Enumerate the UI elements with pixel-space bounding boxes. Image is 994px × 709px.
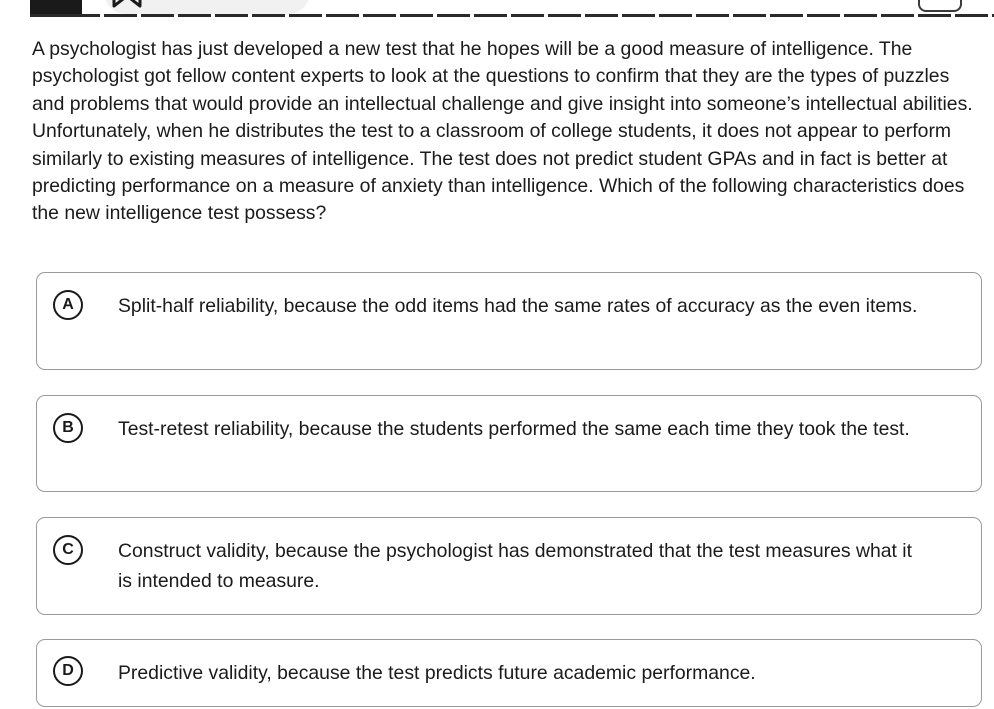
answer-option-c[interactable] [36,517,982,615]
header-divider-solid [30,14,86,17]
answer-option-d[interactable] [36,639,982,707]
option-letter-d: D [53,656,83,686]
option-letter-a: A [53,290,83,320]
option-letter-c: C [53,535,83,565]
option-text-a: Split-half reliability, because the odd items had the same rates of accuracy as the even items. [118,295,918,317]
answer-option-b[interactable] [36,395,982,492]
option-text-d: Predictive validity, because the test predicts future academic performance. [118,662,756,684]
option-text-c: Construct validity, because the psychologist has demonstrated that the test measures what it is intended to measure. [118,540,912,592]
option-letter-b: B [53,413,83,443]
option-text-b: Test-retest reliability, because the students performed the same each time they took the test. [118,418,910,440]
bookmark-icon[interactable] [112,0,142,8]
answer-option-a[interactable] [36,272,982,370]
tool-icon[interactable] [918,0,962,12]
header-divider [30,14,994,17]
top-toolbar [0,0,994,20]
question-stem: A psychologist has just developed a new test that he hopes will be a good measure of intelligence. The psychologist got fellow content experts to look at the questions to confirm that they are the types of puzzles and problems that would provide an intellectual challenge and give insight into someone’s intellectual abilities. Unfortunately, when he distributes the test to a classroom of college students, it does not appear to perform similarly to existing measures of intelligence. The test does not predict student GPAs and in fact is better at predicting performance on a measure of anxiety than intelligence. Which of the following characteristics does the new intelligence test possess? [32,38,973,225]
